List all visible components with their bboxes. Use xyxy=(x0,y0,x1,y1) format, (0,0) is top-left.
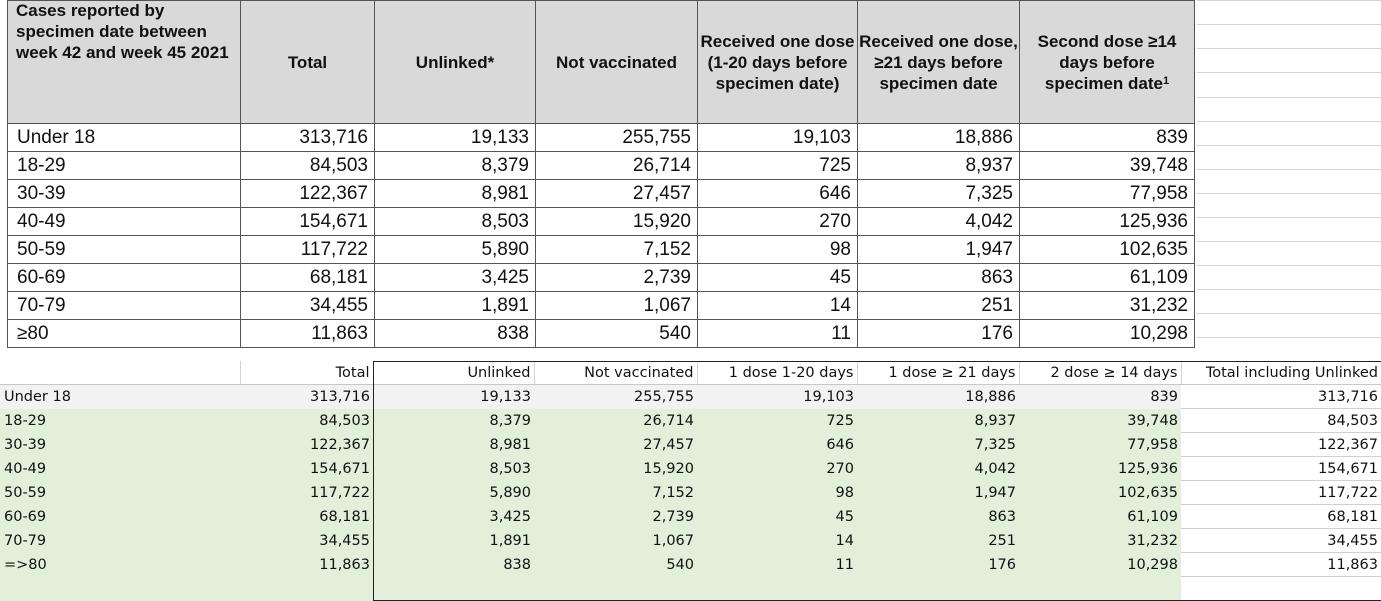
gridline xyxy=(1197,337,1381,338)
report-cell: 725 xyxy=(698,152,858,180)
gridline xyxy=(1197,145,1381,146)
spreadsheet-row xyxy=(0,505,1381,529)
report-header-cell: Not vaccinated xyxy=(536,1,698,124)
spreadsheet-cell[interactable]: 84,503 xyxy=(240,409,373,433)
spreadsheet-row-label[interactable]: Under 18 xyxy=(0,385,240,409)
report-cell: 8,379 xyxy=(375,152,536,180)
report-cell: 15,920 xyxy=(536,208,698,236)
spreadsheet-row-label[interactable]: 30-39 xyxy=(0,433,240,457)
spreadsheet-cell[interactable]: 117,722 xyxy=(240,481,373,505)
spreadsheet-cell[interactable]: 117,722 xyxy=(1181,481,1381,505)
report-cell: 838 xyxy=(375,320,536,348)
spreadsheet-cell[interactable]: 270 xyxy=(697,457,857,481)
gridline xyxy=(1197,241,1381,242)
report-header-cell: Received one dose, ≥21 days before specimen date xyxy=(858,1,1020,124)
spreadsheet-cell[interactable]: 251 xyxy=(857,529,1019,553)
gridline xyxy=(1197,265,1381,266)
report-cell: 154,671 xyxy=(241,208,375,236)
spreadsheet-cell[interactable]: 11,863 xyxy=(240,553,373,577)
report-cell: 270 xyxy=(698,208,858,236)
spreadsheet-cell[interactable]: 1,067 xyxy=(534,529,697,553)
spreadsheet-cell[interactable] xyxy=(373,577,534,601)
report-cell: 7,152 xyxy=(536,236,698,264)
report-row xyxy=(8,208,1195,236)
spreadsheet-cell[interactable]: 18,886 xyxy=(857,385,1019,409)
spreadsheet-cell[interactable] xyxy=(1181,577,1381,601)
spreadsheet-header-row xyxy=(0,361,1381,385)
spreadsheet-header-cell[interactable]: Not vaccinated xyxy=(534,361,697,385)
report-cell: 10,298 xyxy=(1020,320,1195,348)
spreadsheet-cell[interactable]: 84,503 xyxy=(1181,409,1381,433)
gridline xyxy=(1197,169,1381,170)
report-cell: 45 xyxy=(698,264,858,292)
report-cell: 1,067 xyxy=(536,292,698,320)
report-cell: 19,133 xyxy=(375,124,536,152)
spreadsheet-cell[interactable] xyxy=(0,577,240,601)
spreadsheet-row xyxy=(0,433,1381,457)
report-row xyxy=(8,152,1195,180)
spreadsheet-row-label[interactable]: 40-49 xyxy=(0,457,240,481)
spreadsheet-row xyxy=(0,481,1381,505)
report-table-image xyxy=(7,0,1194,349)
spreadsheet-cell[interactable]: 11,863 xyxy=(1181,553,1381,577)
spreadsheet-cell[interactable]: 3,425 xyxy=(373,505,534,529)
spreadsheet-cell[interactable]: 39,748 xyxy=(1019,409,1181,433)
spreadsheet-cell[interactable]: 313,716 xyxy=(240,385,373,409)
report-cell: 313,716 xyxy=(241,124,375,152)
report-cell: 7,325 xyxy=(858,180,1020,208)
spreadsheet-header-cell[interactable]: 2 dose ≥ 14 days xyxy=(1019,361,1181,385)
report-cell: 2,739 xyxy=(536,264,698,292)
report-cell: 31,232 xyxy=(1020,292,1195,320)
spreadsheet-cell[interactable]: 540 xyxy=(534,553,697,577)
spreadsheet-cell[interactable]: 176 xyxy=(857,553,1019,577)
report-cell: 11 xyxy=(698,320,858,348)
spreadsheet-cell[interactable]: 863 xyxy=(857,505,1019,529)
spreadsheet-header-cell[interactable] xyxy=(0,361,240,385)
spreadsheet-cell[interactable]: 34,455 xyxy=(240,529,373,553)
gridline xyxy=(1197,48,1381,49)
report-row-label: 50-59 xyxy=(8,236,241,264)
report-row xyxy=(8,180,1195,208)
spreadsheet-cell[interactable]: 11 xyxy=(697,553,857,577)
report-cell: 19,103 xyxy=(698,124,858,152)
spreadsheet-cell[interactable]: 31,232 xyxy=(1019,529,1181,553)
report-row-label: 18-29 xyxy=(8,152,241,180)
report-cell: 98 xyxy=(698,236,858,264)
report-cell: 61,109 xyxy=(1020,264,1195,292)
spreadsheet-row xyxy=(0,385,1381,409)
report-header-cell: Cases reported by specimen date between week 42 and week 45 2021 xyxy=(8,1,241,124)
gridline xyxy=(1197,97,1381,98)
spreadsheet-row-label[interactable]: 18-29 xyxy=(0,409,240,433)
report-cell: 251 xyxy=(858,292,1020,320)
report-cell: 3,425 xyxy=(375,264,536,292)
spreadsheet-cell[interactable]: 8,503 xyxy=(373,457,534,481)
spreadsheet-cell[interactable]: 122,367 xyxy=(1181,433,1381,457)
spreadsheet-cell[interactable]: 15,920 xyxy=(534,457,697,481)
spreadsheet-cell[interactable] xyxy=(1019,577,1181,601)
gridline xyxy=(1197,121,1381,122)
report-cell: 39,748 xyxy=(1020,152,1195,180)
spreadsheet-cell[interactable]: 7,152 xyxy=(534,481,697,505)
spreadsheet-row xyxy=(0,553,1381,577)
report-header-cell: Received one dose (1-20 days before specimen date) xyxy=(698,1,858,124)
report-cell: 4,042 xyxy=(858,208,1020,236)
spreadsheet-cell[interactable] xyxy=(857,577,1019,601)
report-cell: 84,503 xyxy=(241,152,375,180)
gridline xyxy=(1197,193,1381,194)
report-row-label: ≥80 xyxy=(8,320,241,348)
spreadsheet-header-cell[interactable]: 1 dose ≥ 21 days xyxy=(857,361,1019,385)
report-cell: 125,936 xyxy=(1020,208,1195,236)
report-table xyxy=(7,0,1195,348)
spreadsheet-gridlines xyxy=(1197,0,1381,349)
footnote-marker: 1 xyxy=(1162,74,1170,87)
spreadsheet-row-label[interactable]: 70-79 xyxy=(0,529,240,553)
report-cell: 8,981 xyxy=(375,180,536,208)
spreadsheet-cell[interactable]: 19,103 xyxy=(697,385,857,409)
gridline xyxy=(1197,313,1381,314)
report-header-cell: Second dose ≥14 days before specimen date$^1$ xyxy=(1020,1,1195,124)
spreadsheet-header-cell[interactable]: Total xyxy=(240,361,373,385)
report-cell: 11,863 xyxy=(241,320,375,348)
spreadsheet-cell[interactable]: 125,936 xyxy=(1019,457,1181,481)
report-cell: 5,890 xyxy=(375,236,536,264)
spreadsheet-cell[interactable]: 98 xyxy=(697,481,857,505)
spreadsheet-range xyxy=(0,361,1381,601)
spreadsheet-cell[interactable]: 1,947 xyxy=(857,481,1019,505)
spreadsheet-row-label[interactable]: 60-69 xyxy=(0,505,240,529)
report-cell: 646 xyxy=(698,180,858,208)
report-row xyxy=(8,292,1195,320)
spreadsheet-cell[interactable]: 5,890 xyxy=(373,481,534,505)
gridline xyxy=(1197,24,1381,25)
spreadsheet-cell[interactable]: 154,671 xyxy=(1181,457,1381,481)
report-cell: 14 xyxy=(698,292,858,320)
spreadsheet-cell[interactable] xyxy=(697,577,857,601)
spreadsheet-cell[interactable]: 2,739 xyxy=(534,505,697,529)
gridline xyxy=(1197,0,1381,1)
report-cell: 117,722 xyxy=(241,236,375,264)
spreadsheet-cell[interactable]: 154,671 xyxy=(240,457,373,481)
report-cell: 27,457 xyxy=(536,180,698,208)
report-cell: 863 xyxy=(858,264,1020,292)
spreadsheet-cell[interactable] xyxy=(240,577,373,601)
spreadsheet-cell[interactable]: 68,181 xyxy=(240,505,373,529)
report-row xyxy=(8,236,1195,264)
spreadsheet-table xyxy=(0,361,1381,601)
spreadsheet-cell[interactable]: 838 xyxy=(373,553,534,577)
spreadsheet-row xyxy=(0,577,1381,601)
report-cell: 77,958 xyxy=(1020,180,1195,208)
spreadsheet-cell[interactable]: 646 xyxy=(697,433,857,457)
spreadsheet-cell[interactable]: 26,714 xyxy=(534,409,697,433)
report-cell: 34,455 xyxy=(241,292,375,320)
report-cell: 8,503 xyxy=(375,208,536,236)
spreadsheet-cell[interactable]: 313,716 xyxy=(1181,385,1381,409)
report-cell: 26,714 xyxy=(536,152,698,180)
spreadsheet-cell[interactable]: 45 xyxy=(697,505,857,529)
spreadsheet-header-cell[interactable]: Total including Unlinked xyxy=(1181,361,1381,385)
spreadsheet-row xyxy=(0,457,1381,481)
report-row xyxy=(8,264,1195,292)
report-row xyxy=(8,320,1195,348)
report-cell: 839 xyxy=(1020,124,1195,152)
spreadsheet-row xyxy=(0,529,1381,553)
report-cell: 102,635 xyxy=(1020,236,1195,264)
spreadsheet-header-cell[interactable]: 1 dose 1-20 days xyxy=(697,361,857,385)
spreadsheet-cell[interactable]: 68,181 xyxy=(1181,505,1381,529)
spreadsheet-cell[interactable]: 77,958 xyxy=(1019,433,1181,457)
report-cell: 68,181 xyxy=(241,264,375,292)
spreadsheet-row-label[interactable]: 50-59 xyxy=(0,481,240,505)
report-cell: 255,755 xyxy=(536,124,698,152)
report-row-label: 60-69 xyxy=(8,264,241,292)
report-cell: 18,886 xyxy=(858,124,1020,152)
report-row-label: 30-39 xyxy=(8,180,241,208)
report-cell: 8,937 xyxy=(858,152,1020,180)
spreadsheet-cell[interactable]: 27,457 xyxy=(534,433,697,457)
report-cell: 176 xyxy=(858,320,1020,348)
spreadsheet-cell[interactable]: 8,379 xyxy=(373,409,534,433)
spreadsheet-cell[interactable]: 14 xyxy=(697,529,857,553)
report-row-label: Under 18 xyxy=(8,124,241,152)
spreadsheet-cell[interactable]: 8,937 xyxy=(857,409,1019,433)
gridline xyxy=(1197,289,1381,290)
spreadsheet-cell[interactable]: 10,298 xyxy=(1019,553,1181,577)
report-row-label: 70-79 xyxy=(8,292,241,320)
spreadsheet-cell[interactable]: 34,455 xyxy=(1181,529,1381,553)
report-cell: 1,891 xyxy=(375,292,536,320)
report-row-label: 40-49 xyxy=(8,208,241,236)
report-header-cell: Unlinked* xyxy=(375,1,536,124)
spreadsheet-cell[interactable]: 1,891 xyxy=(373,529,534,553)
spreadsheet-row xyxy=(0,409,1381,433)
spreadsheet-cell[interactable]: 725 xyxy=(697,409,857,433)
spreadsheet-cell[interactable]: 8,981 xyxy=(373,433,534,457)
gridline xyxy=(1197,72,1381,73)
report-header-cell: Total xyxy=(241,1,375,124)
spreadsheet-cell[interactable]: 122,367 xyxy=(240,433,373,457)
gridline xyxy=(1197,217,1381,218)
spreadsheet-cell[interactable]: 255,755 xyxy=(534,385,697,409)
report-header-row xyxy=(8,1,1195,124)
report-cell: 122,367 xyxy=(241,180,375,208)
report-cell: 540 xyxy=(536,320,698,348)
spreadsheet-cell[interactable]: 19,133 xyxy=(373,385,534,409)
spreadsheet-cell[interactable]: 839 xyxy=(1019,385,1181,409)
spreadsheet-cell[interactable]: 102,635 xyxy=(1019,481,1181,505)
report-row xyxy=(8,124,1195,152)
spreadsheet-cell[interactable]: 4,042 xyxy=(857,457,1019,481)
spreadsheet-cell[interactable]: 7,325 xyxy=(857,433,1019,457)
spreadsheet-row-label[interactable]: =>80 xyxy=(0,553,240,577)
spreadsheet-cell[interactable] xyxy=(534,577,697,601)
spreadsheet-cell[interactable]: 61,109 xyxy=(1019,505,1181,529)
spreadsheet-header-cell[interactable]: Unlinked xyxy=(373,361,534,385)
report-cell: 1,947 xyxy=(858,236,1020,264)
